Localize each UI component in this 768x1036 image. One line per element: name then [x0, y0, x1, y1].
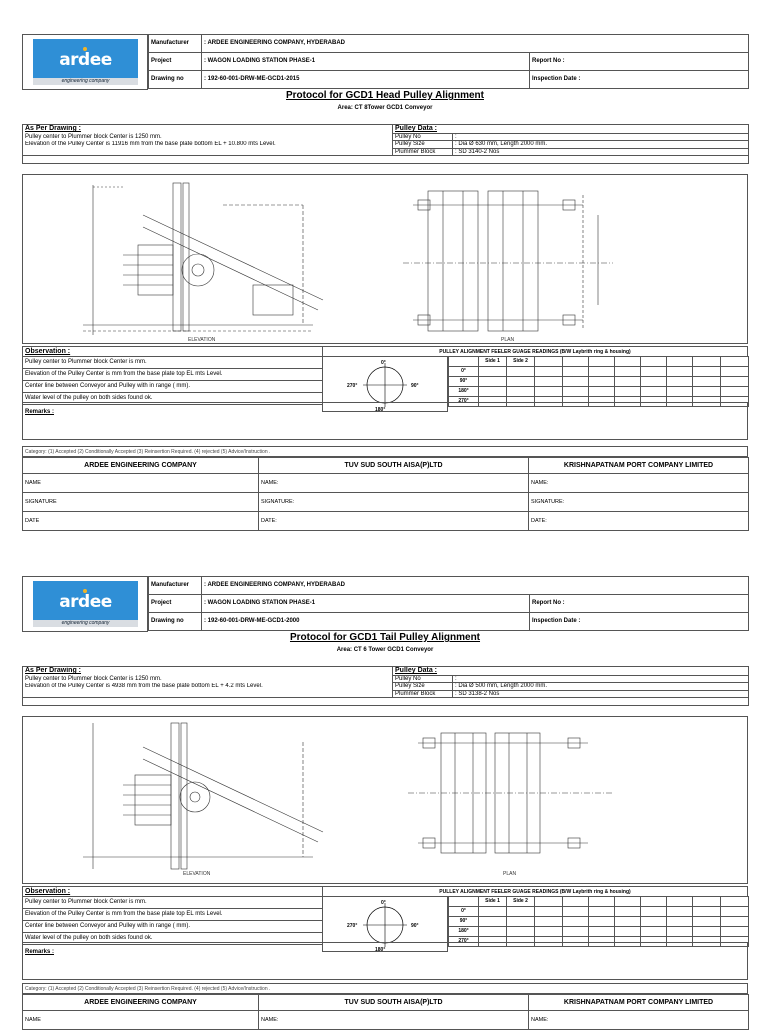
- signoff-table: [22, 994, 749, 1030]
- plan-drawing: [408, 733, 613, 853]
- logo-brand: ardee: [59, 592, 112, 612]
- pulley-no-value: :: [453, 133, 749, 141]
- angle-90: 90°: [449, 917, 479, 927]
- logo-tagline: engineering company: [33, 78, 138, 85]
- pulley-drawings: [23, 175, 747, 343]
- pulley-no-label: Pulley No: [393, 675, 453, 683]
- angle-270: 270°: [449, 937, 479, 947]
- remarks-box[interactable]: [22, 402, 748, 440]
- as-per-line-1: Pulley center to Plummer block Center is 1250 mm.: [23, 675, 393, 683]
- pulley-drawings: [23, 717, 747, 883]
- plummer-block-label: Plummer Block: [393, 148, 453, 156]
- remarks-label: Remarks :: [25, 409, 55, 415]
- date-field-kpcl[interactable]: DATE:: [529, 512, 749, 531]
- project-label: Project: [149, 53, 202, 71]
- party-kpcl: KRISHNAPATNAM PORT COMPANY LIMITED: [529, 995, 749, 1011]
- as-per-line-1: Pulley center to Plummer block Center is 1250 mm.: [23, 133, 393, 141]
- drawing-no-label: Drawing no: [149, 613, 202, 631]
- angle-90: 90°: [449, 377, 479, 387]
- category-row: [22, 983, 748, 994]
- project-value: : WAGON LOADING STATION PHASE-1: [202, 53, 530, 71]
- pulley-size-value: : Dia Ø 500 mm, Length 2000 mm.: [453, 683, 749, 691]
- observation-line-2[interactable]: Elevation of the Pulley Center is mm from the base plate top EL mts Level.: [23, 369, 323, 381]
- name-field-kpcl[interactable]: NAME:: [529, 1011, 749, 1030]
- pulley-data-label: Pulley Data :: [395, 667, 438, 674]
- angle-0: 0°: [449, 367, 479, 377]
- observation-line-4[interactable]: Water level of the pulley on both sides found ok.: [23, 933, 323, 945]
- header-table: [148, 576, 749, 631]
- category-text: Category: (1) Accepted (2) Conditionally Accepted (3) Reinsertion Required. (4) rejected (5) Advice/Instruction .: [25, 449, 271, 455]
- ardee-logo: [33, 39, 138, 85]
- dial-top-label: 0°: [381, 360, 386, 366]
- name-field-tuv[interactable]: NAME:: [259, 474, 529, 493]
- dial-top-label: 0°: [381, 900, 386, 906]
- name-field-tuv[interactable]: NAME:: [259, 1011, 529, 1030]
- date-field-ardee[interactable]: DATE: [23, 512, 259, 531]
- remarks-label: Remarks :: [25, 949, 55, 955]
- plummer-block-label: Plummer Block: [393, 690, 453, 698]
- as-per-drawing-label: As Per Drawing :: [25, 667, 82, 675]
- side-1-header: Side 1: [479, 357, 507, 367]
- elevation-caption: ELEVATION: [188, 337, 216, 343]
- angle-0: 0°: [449, 907, 479, 917]
- name-field-ardee[interactable]: NAME: [23, 474, 259, 493]
- angle-180: 180°: [449, 927, 479, 937]
- dial-bottom-label: 180°: [375, 407, 386, 411]
- name-field-kpcl[interactable]: NAME:: [529, 474, 749, 493]
- as-per-drawing-table: [22, 666, 749, 706]
- protocol-sheet-head-pulley: [22, 34, 748, 539]
- party-kpcl: KRISHNAPATNAM PORT COMPANY LIMITED: [529, 458, 749, 474]
- feeler-reading-table: [448, 356, 749, 407]
- pulley-no-label: Pulley No: [393, 133, 453, 141]
- party-tuv: TUV SUD SOUTH AISA(P)LTD: [259, 995, 529, 1011]
- observation-line-2[interactable]: Elevation of the Pulley Center is mm from the base plate top EL mts Level.: [23, 909, 323, 921]
- party-ardee: ARDEE ENGINEERING COMPANY: [23, 458, 259, 474]
- dial-left-label: 270°: [347, 923, 358, 929]
- sheet-area: Area: CT 8Tower GCD1 Conveyor: [337, 105, 433, 111]
- category-row: [22, 446, 748, 457]
- manufacturer-label: Manufacturer: [149, 577, 202, 595]
- project-value: : WAGON LOADING STATION PHASE-1: [202, 595, 530, 613]
- as-per-line-2: Elevation of the Pulley Center is 4938 mm from the base plate bottom EL + 4.2 mts Level.: [23, 683, 393, 691]
- sheet-title: Protocol for GCD1 Tail Pulley Alignment: [289, 632, 481, 643]
- angle-270: 270°: [449, 397, 479, 407]
- feeler-reading-table: [448, 896, 749, 947]
- observation-label: Observation :: [25, 347, 71, 355]
- plan-drawing: [403, 191, 613, 331]
- plan-caption: PLAN: [503, 871, 517, 877]
- observation-table: [22, 346, 323, 405]
- name-field-ardee[interactable]: NAME: [23, 1011, 259, 1030]
- party-tuv: TUV SUD SOUTH AISA(P)LTD: [259, 458, 529, 474]
- observation-line-3[interactable]: Center line between Conveyor and Pulley with in range ( mm).: [23, 921, 323, 933]
- remarks-box[interactable]: [22, 942, 748, 980]
- drawing-no-value: : 192-60-001-DRW-ME-GCD1-2000: [202, 613, 530, 631]
- drawing-area: [22, 716, 748, 884]
- dial-left-label: 270°: [347, 383, 358, 389]
- pulley-size-value: : Dia Ø 630 mm, Length 2000 mm.: [453, 141, 749, 149]
- report-no-field[interactable]: Report No :: [530, 595, 749, 613]
- dial-right-label: 90°: [411, 923, 419, 929]
- inspection-date-field[interactable]: Inspection Date :: [530, 71, 749, 89]
- as-per-drawing-table: [22, 124, 749, 164]
- observation-table: [22, 886, 323, 945]
- manufacturer-label: Manufacturer: [149, 35, 202, 53]
- signoff-table: [22, 457, 749, 531]
- dial-right-label: 90°: [411, 383, 419, 389]
- protocol-sheet-tail-pulley: [22, 576, 748, 1036]
- plummer-block-value: : SD 3140-2 Nos: [453, 148, 749, 156]
- category-text: Category: (1) Accepted (2) Conditionally Accepted (3) Reinsertion Required. (4) rejected (5) Advice/Instruction .: [25, 986, 271, 992]
- sheet-title: Protocol for GCD1 Head Pulley Alignment: [286, 90, 484, 101]
- dial-bottom-label: 180°: [375, 947, 386, 951]
- as-per-line-2: Elevation of the Pulley Center is 11916 mm from the base plate bottom EL + 10.800 mts Level.: [23, 141, 393, 149]
- drawing-area: [22, 174, 748, 344]
- logo-brand: ardee: [59, 50, 112, 70]
- signature-field-tuv[interactable]: SIGNATURE:: [259, 493, 529, 512]
- drawing-no-label: Drawing no: [149, 71, 202, 89]
- pulley-size-label: Pulley Size: [393, 683, 453, 691]
- as-per-drawing-label: As Per Drawing :: [25, 125, 82, 133]
- plan-caption: PLAN: [501, 337, 515, 343]
- observation-label: Observation :: [25, 887, 71, 895]
- pulley-no-value: :: [453, 675, 749, 683]
- elevation-caption: ELEVATION: [183, 871, 211, 877]
- pulley-data-label: Pulley Data :: [395, 125, 438, 132]
- feeler-heading: PULLEY ALIGNMENT FEELER GUAGE READINGS (B/W Laybrith ring & housing): [322, 346, 748, 357]
- observation-line-1[interactable]: Pulley center to Plummer block Center is mm.: [23, 897, 323, 909]
- observation-line-3[interactable]: Center line between Conveyor and Pulley with in range ( mm).: [23, 381, 323, 393]
- sheet-area: Area: CT 6 Tower GCD1 Conveyor: [336, 647, 434, 653]
- manufacturer-value: : ARDEE ENGINEERING COMPANY, HYDERABAD: [202, 35, 749, 53]
- elevation-drawing: [83, 723, 323, 869]
- ardee-logo: [33, 581, 138, 627]
- elevation-drawing: [83, 183, 323, 335]
- manufacturer-value: : ARDEE ENGINEERING COMPANY, HYDERABAD: [202, 577, 749, 595]
- party-ardee: ARDEE ENGINEERING COMPANY: [23, 995, 259, 1011]
- logo-tagline: engineering company: [33, 620, 138, 627]
- signature-field-kpcl[interactable]: SIGNATURE:: [529, 493, 749, 512]
- feeler-heading: PULLEY ALIGNMENT FEELER GUAGE READINGS (B/W Laybrith ring & housing): [322, 886, 748, 897]
- pulley-size-label: Pulley Size: [393, 141, 453, 149]
- date-field-tuv[interactable]: DATE:: [259, 512, 529, 531]
- side-1-header: Side 1: [479, 897, 507, 907]
- drawing-no-value: : 192-60-001-DRW-ME-GCD1-2015: [202, 71, 530, 89]
- side-2-header: Side 2: [507, 897, 535, 907]
- inspection-date-field[interactable]: Inspection Date :: [530, 613, 749, 631]
- report-no-field[interactable]: Report No :: [530, 53, 749, 71]
- logo-cell: [22, 34, 148, 90]
- observation-line-4[interactable]: Water level of the pulley on both sides found ok.: [23, 393, 323, 405]
- header-table: [148, 34, 749, 89]
- plummer-block-value: : SD 3138-2 Nos: [453, 690, 749, 698]
- side-2-header: Side 2: [507, 357, 535, 367]
- signature-field-ardee[interactable]: SIGNATURE: [23, 493, 259, 512]
- project-label: Project: [149, 595, 202, 613]
- logo-cell: [22, 576, 148, 632]
- observation-line-1[interactable]: Pulley center to Plummer block Center is mm.: [23, 357, 323, 369]
- angle-180: 180°: [449, 387, 479, 397]
